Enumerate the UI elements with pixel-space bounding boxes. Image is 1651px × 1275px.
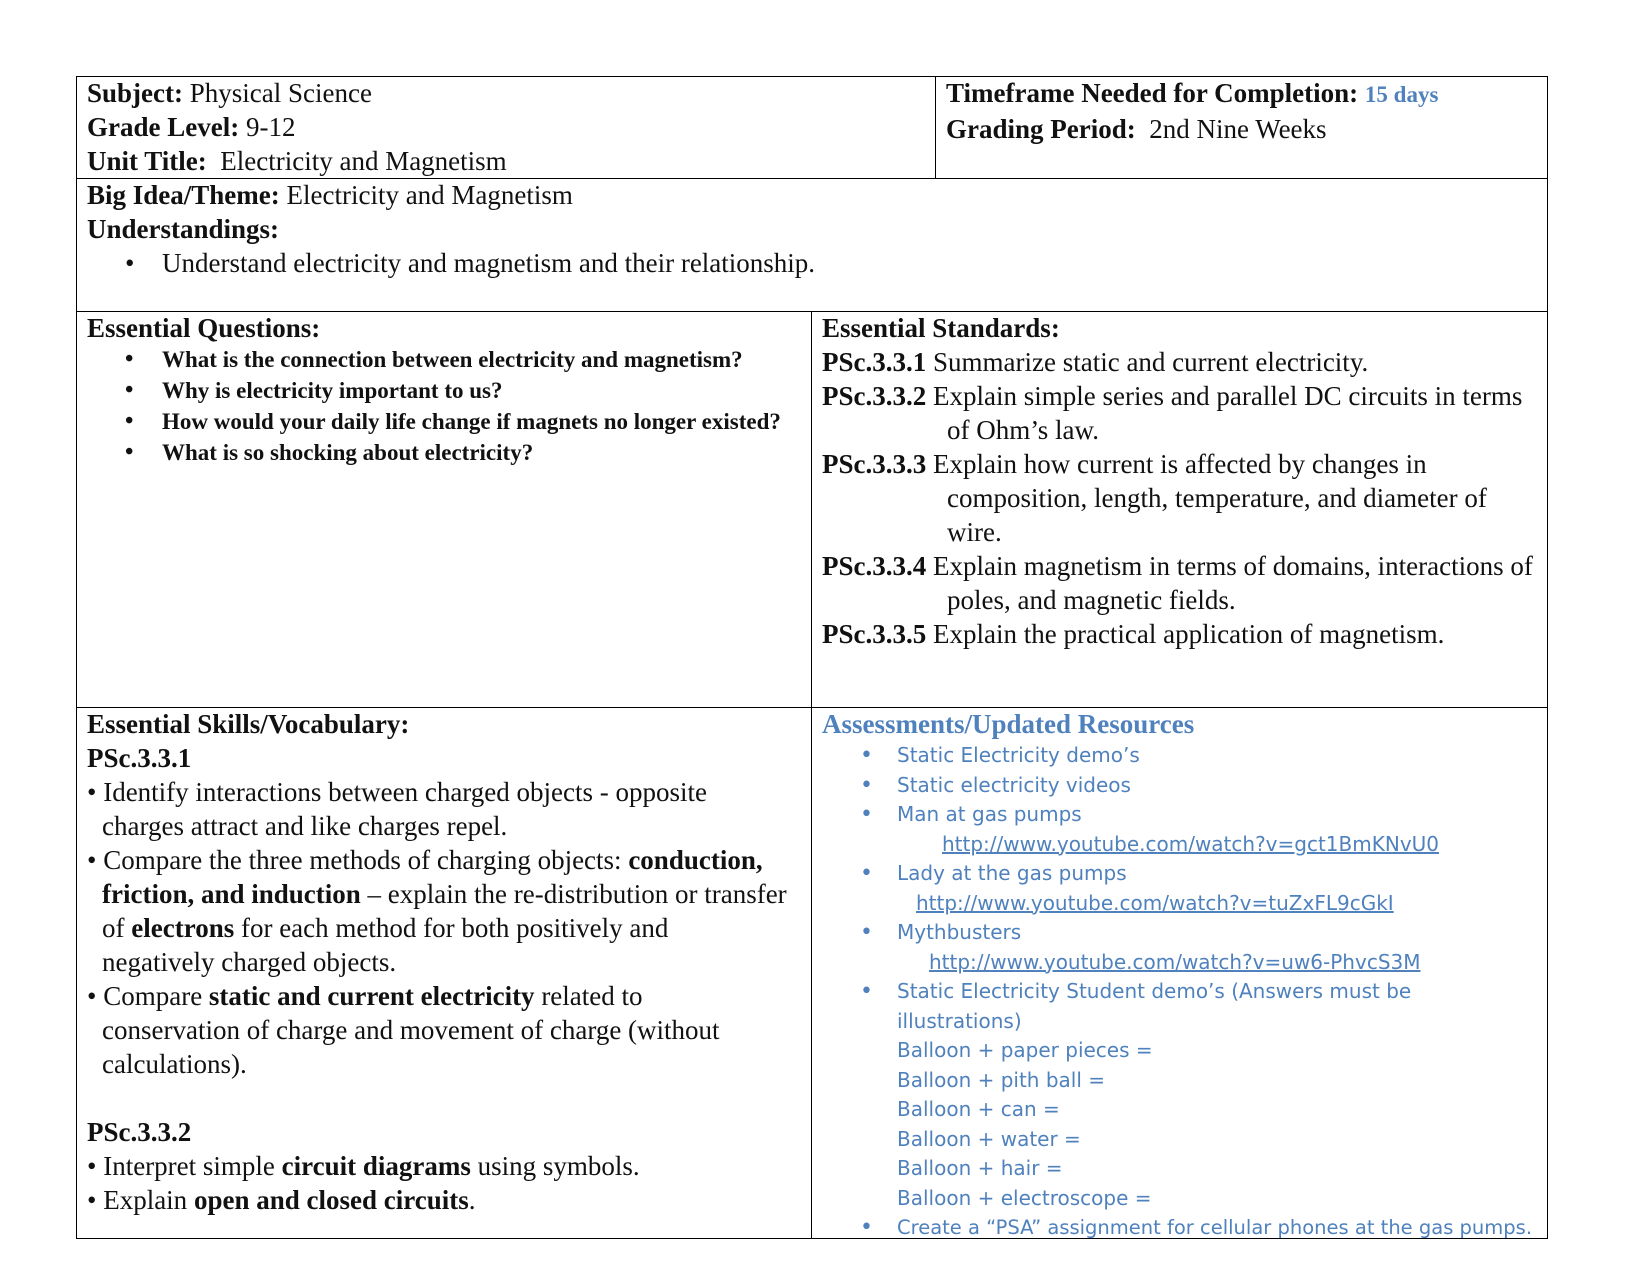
- resource-link-row: [822, 889, 1544, 919]
- understandings-label: Understandings:: [87, 214, 280, 244]
- timeframe-value: 15 days: [1364, 82, 1439, 107]
- subject-value: Physical Science: [189, 78, 372, 108]
- standard-item: [822, 379, 1542, 447]
- skill-text: • Explain: [87, 1185, 194, 1215]
- header-timeframe-cell: [946, 76, 1541, 146]
- skill-text: .: [468, 1185, 476, 1215]
- skill-item: • Identify interactions between charged objects - opposite charges attract and like charges repel.: [87, 777, 707, 841]
- subject-label: Subject:: [87, 78, 183, 108]
- resource-item: • Static electricity videos: [822, 771, 1544, 801]
- standard-code: PSc.3.3.4: [822, 551, 927, 581]
- essential-standards-cell: [822, 311, 1542, 651]
- timeframe-row: [946, 76, 1541, 112]
- standard-item: [822, 447, 1542, 549]
- standard-item: [822, 617, 1542, 651]
- unit-value: Electricity and Magnetism: [220, 146, 507, 176]
- skills-section-code: PSc.3.3.2: [87, 1117, 192, 1147]
- skill-term: electrons: [131, 913, 235, 943]
- skill-text: • Compare: [87, 981, 209, 1011]
- skill-text: • Interpret simple: [87, 1151, 282, 1181]
- skill-term: open and closed circuits: [193, 1185, 469, 1215]
- resource-item: • Mythbusters: [822, 918, 1544, 948]
- standard-code: PSc.3.3.1: [822, 347, 927, 377]
- understanding-text: Understand electricity and magnetism and their relationship.: [162, 248, 816, 278]
- resource-item: • Create a “PSA” assignment for cellular phones at the gas pumps.: [822, 1213, 1544, 1243]
- resource-subitem: Balloon + pith ball =: [897, 1067, 1106, 1092]
- question-item: • How would your daily life change if magnets no longer existed?: [87, 407, 805, 436]
- essential-standards-label: Essential Standards:: [822, 313, 1060, 343]
- standard-text: Explain magnetism in terms of domains, interactions of poles, and magnetic fields.: [933, 551, 1533, 615]
- standard-item: [822, 549, 1542, 617]
- skill-item: [87, 979, 787, 1081]
- spacer: [87, 1081, 787, 1115]
- unit-label: Unit Title:: [87, 146, 207, 176]
- resource-item: • Static Electricity demo’s: [822, 741, 1544, 771]
- resource-link[interactable]: http://www.youtube.com/watch?v=tuZxFL9cGkI: [916, 890, 1394, 915]
- big-idea-cell: [87, 178, 1537, 280]
- skill-term: conduction, friction, and induction: [102, 845, 763, 909]
- resource-link[interactable]: http://www.youtube.com/watch?v=uw6-PhvcS3M: [929, 949, 1421, 974]
- skill-item: [87, 1183, 787, 1217]
- essential-questions-cell: [87, 311, 805, 469]
- resources-list: [822, 741, 1544, 1243]
- standard-text: Explain simple series and parallel DC circuits in terms of Ohm’s law.: [933, 381, 1523, 445]
- resource-item: • Man at gas pumps: [822, 800, 1544, 830]
- essential-questions-list: [87, 345, 805, 467]
- skill-term: static and current electricity: [208, 981, 535, 1011]
- standard-text: Explain how current is affected by changes in composition, length, temperature, and diameter of wire.: [933, 449, 1487, 547]
- header-info-cell: [87, 76, 927, 178]
- grading-row: [946, 112, 1541, 146]
- resource-link[interactable]: http://www.youtube.com/watch?v=gct1BmKNvU0: [942, 831, 1440, 856]
- standard-code: PSc.3.3.3: [822, 449, 927, 479]
- body-column-divider: [811, 311, 812, 1239]
- grade-label: Grade Level:: [87, 112, 240, 142]
- big-idea-value: Electricity and Magnetism: [286, 180, 573, 210]
- resources-label: Assessments/Updated Resources: [822, 709, 1195, 739]
- standard-text: Explain the practical application of magnetism.: [933, 619, 1445, 649]
- resource-subitem: Balloon + water =: [897, 1126, 1081, 1151]
- resource-subitem: Balloon + paper pieces =: [897, 1038, 1153, 1062]
- resources-cell: [822, 707, 1544, 1243]
- essential-skills-cell: [87, 707, 787, 1217]
- skill-term: circuit diagrams: [281, 1151, 471, 1181]
- essential-skills-label: Essential Skills/Vocabulary:: [87, 709, 410, 739]
- bullet: •: [125, 248, 135, 278]
- subject-row: [87, 76, 927, 110]
- big-idea-row: [87, 178, 1537, 212]
- skill-text: for each method for both positively and negatively charged objects.: [102, 913, 669, 977]
- understanding-item: [87, 246, 1537, 280]
- grade-row: [87, 110, 927, 144]
- skill-item: [87, 843, 787, 979]
- table-border-left: [76, 76, 77, 1239]
- skill-text: using symbols.: [470, 1151, 640, 1181]
- question-item: • What is so shocking about electricity?: [87, 438, 805, 467]
- resource-subitem: Balloon + electroscope =: [897, 1185, 1152, 1210]
- grade-value: 9-12: [245, 112, 296, 142]
- skill-text: – explain the re-distribution or transfer of: [102, 879, 787, 943]
- skills-section-code: PSc.3.3.1: [87, 743, 192, 773]
- unit-row: [87, 144, 927, 178]
- standard-code: PSc.3.3.2: [822, 381, 927, 411]
- standard-code: PSc.3.3.5: [822, 619, 927, 649]
- standard-item: [822, 345, 1542, 379]
- resource-item: • Static Electricity Student demo’s (Answers must be illustrations): [822, 977, 1544, 1036]
- resource-link-row: [822, 830, 1544, 860]
- essential-questions-label: Essential Questions:: [87, 313, 321, 343]
- question-item: • Why is electricity important to us?: [87, 376, 805, 405]
- resource-subitem: Balloon + hair =: [897, 1156, 1063, 1180]
- skill-text: • Compare the three methods of charging objects:: [87, 845, 622, 875]
- skill-item: [87, 1149, 787, 1183]
- table-border-right: [1547, 76, 1548, 1239]
- resource-item: • Lady at the gas pumps: [822, 859, 1544, 889]
- timeframe-label: Timeframe Needed for Completion:: [946, 78, 1359, 108]
- header-column-divider: [935, 76, 936, 178]
- question-item: • What is the connection between electricity and magnetism?: [87, 345, 805, 374]
- resource-subitem: Balloon + can =: [897, 1097, 1060, 1121]
- resource-link-row: [822, 948, 1544, 978]
- big-idea-label: Big Idea/Theme:: [87, 180, 280, 210]
- grading-value: 2nd Nine Weeks: [1149, 114, 1327, 144]
- standard-text: Summarize static and current electricity.: [933, 347, 1369, 377]
- skill-text: related to conservation of charge and movement of charge (without calculations).: [102, 981, 720, 1079]
- grading-label: Grading Period:: [946, 114, 1136, 144]
